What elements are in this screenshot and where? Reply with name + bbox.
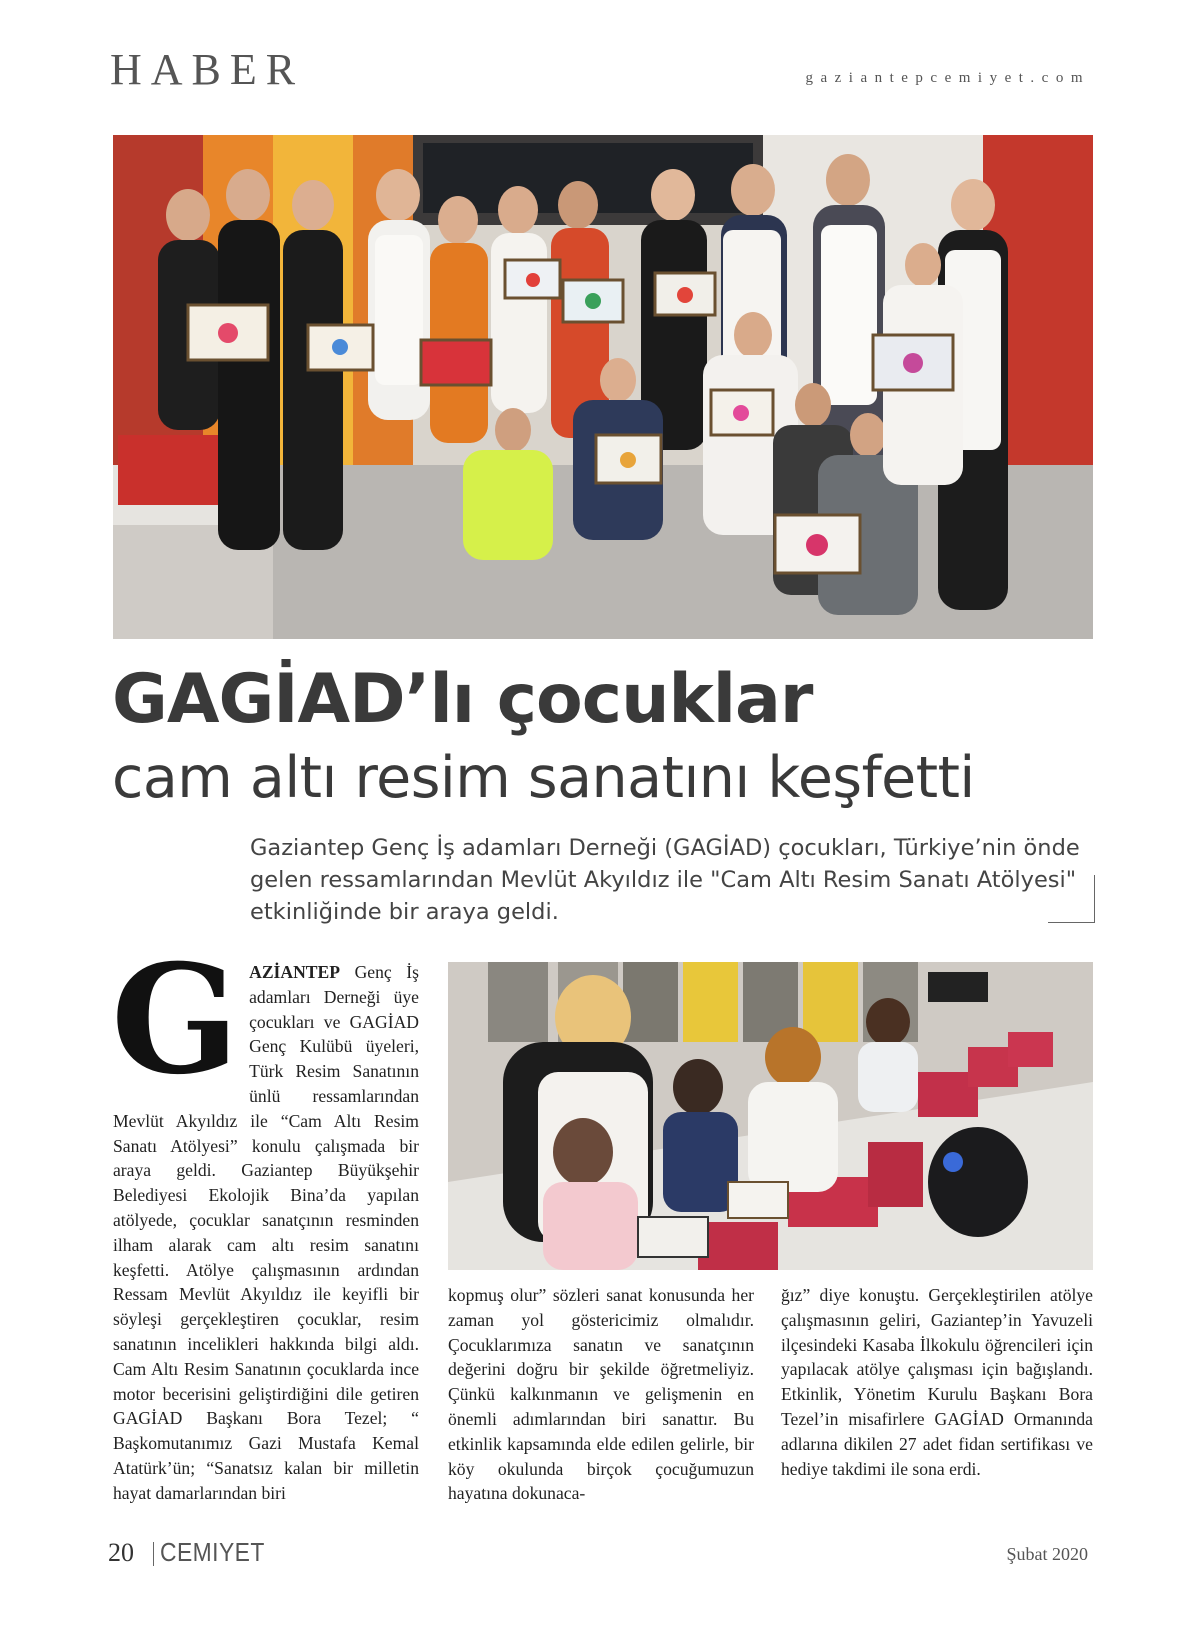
article-column-2: kopmuş olur” sözleri sanat konusunda her zaman yol göstericimiz olmalıdır. Çocuklarımıza sanatın ve sanatçının değerini doğru bir şekilde öğretmeliyiz. Çünkü kalkınmanın ve gelişmenin en önemli adımlarından biri sanattır. Bu etkinlik kapsamında elde edilen gelirle, bir köy okulunda birçok çocuğumuzun hayatına dokunaca-: [448, 1285, 754, 1504]
headline-line-2: cam altı resim sanatını keşfetti: [112, 745, 975, 811]
magazine-name: CEMIYET: [160, 1537, 265, 1567]
site-url: gaziantepcemiyet.com: [805, 70, 1090, 86]
page-number: 20: [108, 1538, 134, 1567]
footer-separator: [153, 1542, 154, 1566]
article-column-1: [111, 932, 419, 1506]
lead-paragraph: Gaziantep Genç İş adamları Derneği (GAGİAD) çocukları, Türkiye’nin önde gelen ressamlarından Mevlüt Akyıldız ile "Cam Altı Resim Sanatı Atölyesi" etkinliğinde bir araya geldi.: [250, 835, 1080, 925]
issue-date: Şubat 2020: [1006, 1544, 1088, 1564]
section-label: HABER: [110, 45, 305, 94]
workshop-photo-illustration: [448, 962, 1093, 1270]
workshop-photo: [448, 962, 1093, 1270]
group-photo-illustration: [113, 135, 1093, 639]
lead-bracket-decoration: [1048, 875, 1095, 923]
drop-cap: G: [111, 932, 236, 1108]
article-column-3: ğız” diye konuştu. Gerçekleştirilen atölye çalışmasının geliri, Gaziantep’in Yavuzeli ilçesindeki Kasaba İlkokulu öğrencileri için yapılacak atölye çalışması için bağışlandı. Etkinlik, Yönetim Kurulu Başkanı Bora Tezel’in misafirlere GAGİAD Ormanında adlarına dikilen 27 adet fidan sertifikası ve hediye takdimi ile sona erdi.: [781, 1285, 1093, 1479]
headline-line-1: GAGİAD’lı çocuklar: [112, 660, 813, 739]
group-photo: [113, 135, 1093, 639]
lead-word: AZİANTEP: [249, 962, 341, 982]
column-1-text: Genç İş adamları Derneği üye çocukları ve GAGİAD Genç Kulübü üyeleri, Türk Resim Sanatının ünlü ressamlarından Mevlüt Akyıldız ile “Cam Altı Resim Sanatı Atölyesi” konulu çalışmada bir araya geldi. Gaziantep Büyükşehir Belediyesi Ekolojik Bina’da yapılan atölyede, çocuklar sanatçının resminden ilham alarak cam altı resim sanatını keşfetti. Atölye çalışmasının ardından Ressam Mevlüt Akyıldız ile keyifli bir söyleşi gerçekleştiren çocuklar, resim sanatının incelikleri hakkında bilgi aldı. Cam Altı Resim Sanatının çocuklarda ince motor becerisini geliştirdiğini dile getiren GAGİAD Başkanı Bora Tezel; “ Başkomutanımız Gazi Mustafa Kemal Atatürk’ün; “Sanatsız kalan bir milletin hayat damarlarından biri: [113, 962, 419, 1503]
